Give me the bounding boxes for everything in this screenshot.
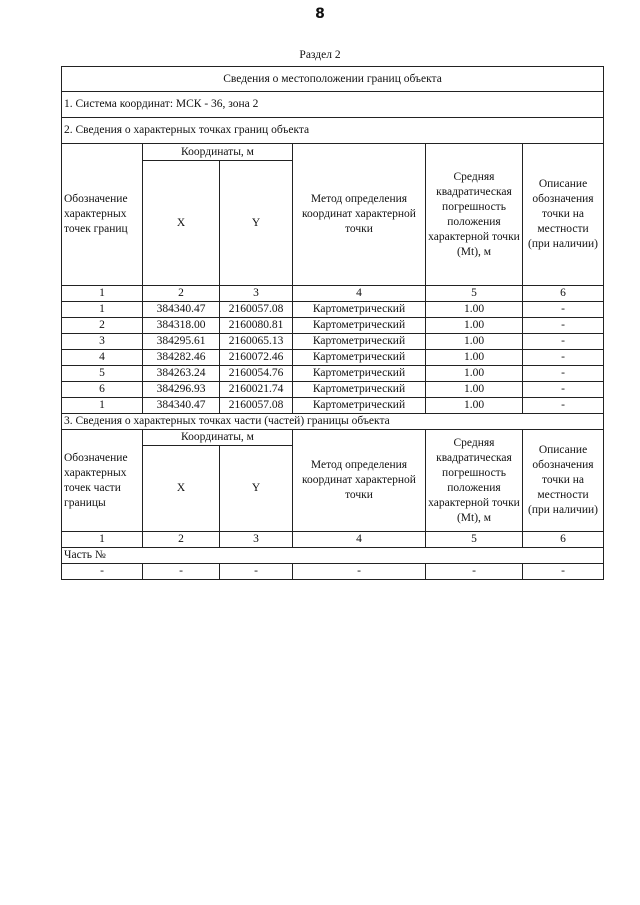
method: Картометрический	[293, 350, 426, 366]
point-id: 2	[62, 318, 143, 334]
point-id: 1	[62, 302, 143, 318]
description: -	[523, 350, 604, 366]
column-number: 2	[143, 532, 220, 548]
column-number: 3	[220, 532, 293, 548]
column-number: 4	[293, 286, 426, 302]
header-y: Y	[220, 161, 293, 286]
accuracy: 1.00	[426, 366, 523, 382]
coord-y: 2160080.81	[220, 318, 293, 334]
column-number: 1	[62, 532, 143, 548]
point-id: 6	[62, 382, 143, 398]
point-id: 1	[62, 398, 143, 414]
parts-column-numbers-row	[62, 532, 604, 548]
accuracy: 1.00	[426, 382, 523, 398]
coord-y: 2160021.74	[220, 382, 293, 398]
column-numbers-row	[62, 286, 604, 302]
column-number: 6	[523, 532, 604, 548]
description: -	[523, 318, 604, 334]
parts-header-y: Y	[220, 446, 293, 532]
parts-header-designation: Обозначение характерных точек части границы	[62, 430, 143, 532]
header-description: Описание обозначения точки на местности (при наличии)	[523, 144, 604, 286]
parts-header-description: Описание обозначения точки на местности (при наличии)	[523, 430, 604, 532]
header-designation: Обозначение характерных точек границ	[62, 144, 143, 286]
method: Картометрический	[293, 334, 426, 350]
coord-y: 2160057.08	[220, 398, 293, 414]
coord-y: 2160072.46	[220, 350, 293, 366]
empty-cell: -	[426, 564, 523, 580]
table-row	[62, 382, 604, 398]
point-id: 4	[62, 350, 143, 366]
coord-y: 2160054.76	[220, 366, 293, 382]
point-id: 3	[62, 334, 143, 350]
header-method: Метод определения координат характерной точки	[293, 144, 426, 286]
column-number: 6	[523, 286, 604, 302]
parts-header-method: Метод определения координат характерной точки	[293, 430, 426, 532]
coord-x: 384296.93	[143, 382, 220, 398]
coord-y: 2160065.13	[220, 334, 293, 350]
part-label: Часть №	[62, 548, 604, 564]
table-row	[62, 350, 604, 366]
accuracy: 1.00	[426, 398, 523, 414]
column-number: 5	[426, 286, 523, 302]
accuracy: 1.00	[426, 318, 523, 334]
accuracy: 1.00	[426, 350, 523, 366]
page-number: 8	[315, 6, 325, 22]
boundary-table	[61, 66, 604, 580]
table-row	[62, 366, 604, 382]
header-accuracy: Средняя квадратическая погрешность положения характерной точки (Mt), м	[426, 144, 523, 286]
empty-cell: -	[523, 564, 604, 580]
empty-cell: -	[143, 564, 220, 580]
coord-x: 384340.47	[143, 398, 220, 414]
method: Картометрический	[293, 318, 426, 334]
method: Картометрический	[293, 366, 426, 382]
table-row	[62, 302, 604, 318]
description: -	[523, 366, 604, 382]
column-number: 2	[143, 286, 220, 302]
empty-cell: -	[293, 564, 426, 580]
coord-x: 384340.47	[143, 302, 220, 318]
method: Картометрический	[293, 302, 426, 318]
points-heading: 2. Сведения о характерных точках границ объекта	[62, 118, 604, 144]
parts-heading: 3. Сведения о характерных точках части (частей) границы объекта	[62, 414, 604, 430]
column-number: 3	[220, 286, 293, 302]
parts-empty-row	[62, 564, 604, 580]
coord-y: 2160057.08	[220, 302, 293, 318]
section-label: Раздел 2	[299, 49, 341, 61]
parts-header-x: X	[143, 446, 220, 532]
empty-cell: -	[62, 564, 143, 580]
coord-x: 384318.00	[143, 318, 220, 334]
description: -	[523, 398, 604, 414]
method: Картометрический	[293, 398, 426, 414]
method: Картометрический	[293, 382, 426, 398]
parts-header-accuracy: Средняя квадратическая погрешность положения характерной точки (Mt), м	[426, 430, 523, 532]
coord-x: 384263.24	[143, 366, 220, 382]
accuracy: 1.00	[426, 302, 523, 318]
parts-header-coordinates: Координаты, м	[143, 430, 293, 446]
column-number: 1	[62, 286, 143, 302]
column-number: 5	[426, 532, 523, 548]
point-id: 5	[62, 366, 143, 382]
accuracy: 1.00	[426, 334, 523, 350]
table-row	[62, 334, 604, 350]
table-row	[62, 318, 604, 334]
table-title: Сведения о местоположении границ объекта	[62, 67, 604, 92]
table-row	[62, 398, 604, 414]
description: -	[523, 382, 604, 398]
column-number: 4	[293, 532, 426, 548]
header-x: X	[143, 161, 220, 286]
coord-x: 384282.46	[143, 350, 220, 366]
description: -	[523, 334, 604, 350]
header-coordinates: Координаты, м	[143, 144, 293, 161]
empty-cell: -	[220, 564, 293, 580]
coord-x: 384295.61	[143, 334, 220, 350]
description: -	[523, 302, 604, 318]
coordinate-system: 1. Система координат: МСК - 36, зона 2	[62, 92, 604, 118]
